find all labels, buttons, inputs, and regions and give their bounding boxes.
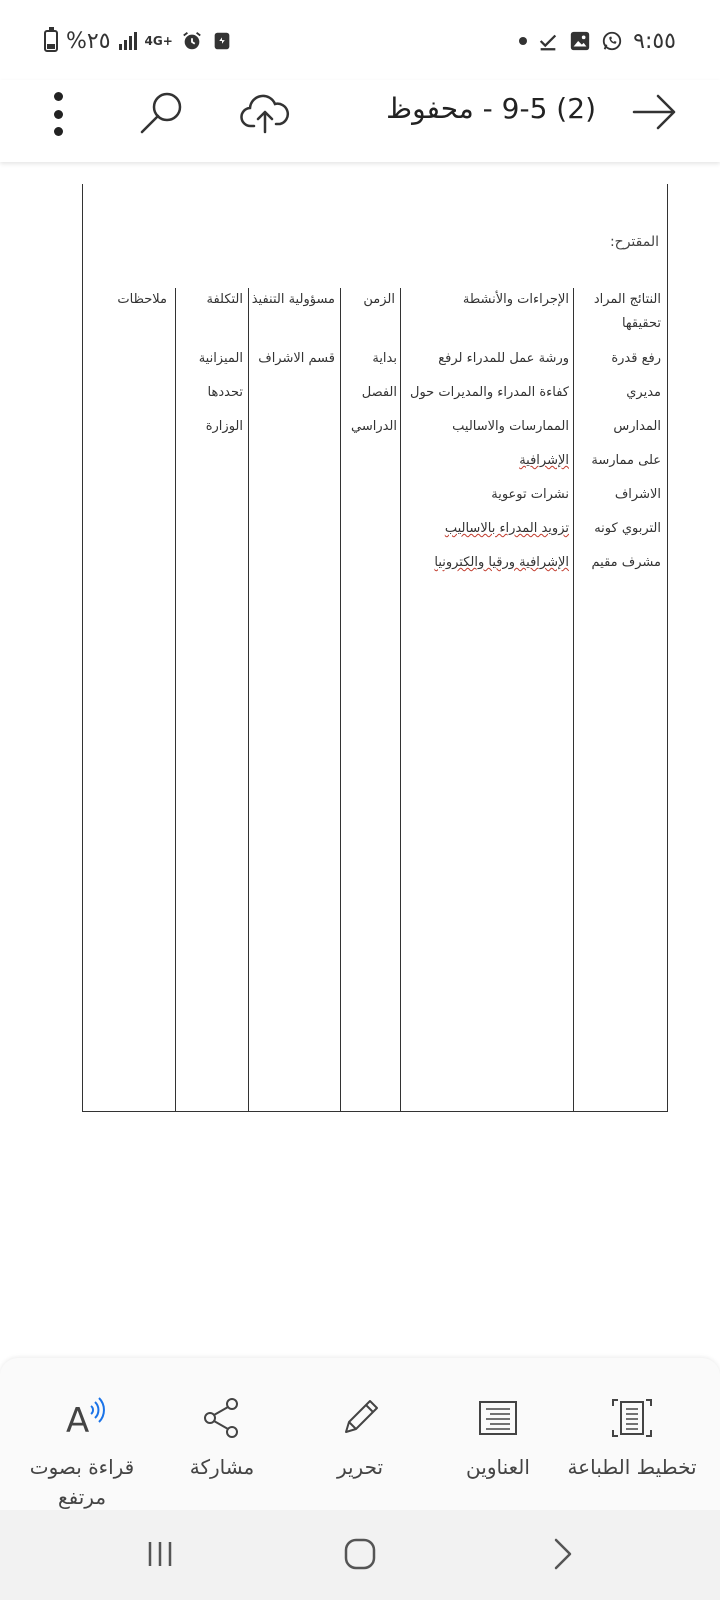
document-page [82, 184, 668, 1112]
column-divider [248, 288, 249, 1111]
edit-label: تحرير [336, 1455, 384, 1479]
home-icon[interactable] [330, 1532, 390, 1576]
cell-procedures: ورشة عمل للمدراء لرفع كفاءة المدراء والمديرات حول الممارسات والاساليب الإشرافية نشرات توعوية تزويد المدراء بالاساليب الإشرافية ورقيا والكترونيا [410, 351, 569, 570]
edit-button[interactable] [288, 1358, 432, 1510]
header-outcomes: النتائج المراد تحقيقها [593, 292, 661, 331]
status-left [44, 28, 233, 54]
system-nav-bar [0, 1510, 720, 1600]
recent-apps-icon[interactable] [130, 1532, 190, 1576]
cloud-upload-icon[interactable] [240, 90, 290, 134]
pencil-icon [336, 1394, 384, 1442]
title-bar [0, 80, 720, 162]
share-button[interactable] [150, 1358, 294, 1510]
cell-responsibility: قسم الاشراف [258, 351, 335, 366]
dot-icon [519, 37, 527, 45]
cell-time: بداية الفصل الدراسي [350, 351, 397, 434]
battery-icon [44, 30, 58, 52]
print-layout-icon [608, 1394, 656, 1442]
document-title: (2) 9-5 - محفوظ [386, 92, 596, 125]
svg-text:A: A [66, 1401, 90, 1441]
print-layout-label: تخطيط الطباعة [567, 1455, 697, 1479]
battery-percent: %٢٥ [66, 28, 111, 54]
cell-outcomes: رفع قدرة مديري المدارس على ممارسة الاشراف التربوي كونه مشرف مقيم [591, 351, 661, 570]
headings-icon [474, 1394, 522, 1442]
header-time: الزمن [363, 292, 395, 307]
cell-cost: الميزانية تحددها الوزارة [198, 351, 243, 434]
whatsapp-icon [601, 30, 623, 52]
signal-icon [119, 32, 137, 50]
download-done-icon [537, 30, 559, 52]
read-aloud-button[interactable] [12, 1358, 152, 1510]
back-arrow-icon[interactable] [632, 92, 678, 132]
share-label: مشاركة [189, 1455, 255, 1479]
share-icon [198, 1394, 246, 1442]
read-aloud-icon [58, 1394, 106, 1442]
header-cost: التكلفة [206, 292, 243, 307]
header-responsibility: مسؤولية التنفيذ [251, 292, 335, 307]
section-heading: المقترح: [609, 234, 659, 250]
back-icon[interactable] [534, 1532, 594, 1576]
network-type: 4G+ [144, 34, 173, 48]
search-icon[interactable] [138, 88, 186, 136]
clock: ٩:٥٥ [633, 28, 676, 54]
header-notes: ملاحظات [117, 292, 167, 307]
column-divider [573, 288, 574, 1111]
data-saver-icon [211, 30, 233, 52]
headings-label: العناوين [466, 1455, 530, 1479]
print-layout-button[interactable] [560, 1358, 704, 1510]
header-procedures: الإجراءات والأنشطة [462, 292, 569, 307]
gallery-icon [569, 30, 591, 52]
alarm-icon [181, 30, 203, 52]
bottom-toolbar [0, 1358, 720, 1510]
headings-button[interactable] [426, 1358, 570, 1510]
more-options-icon[interactable] [48, 92, 68, 136]
status-right [519, 28, 676, 54]
read-aloud-label: قراءة بصوت مرتفع [29, 1455, 135, 1509]
status-bar [0, 0, 720, 80]
